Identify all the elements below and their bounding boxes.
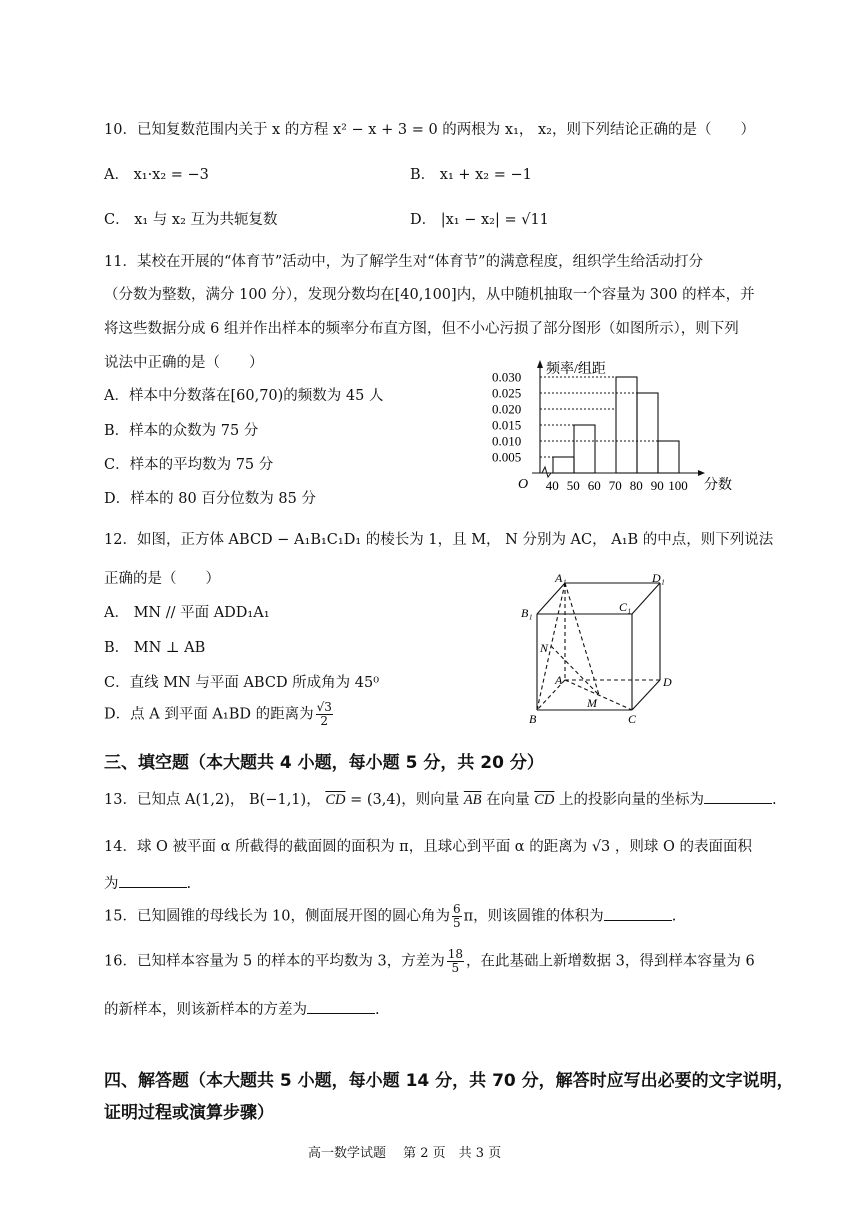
- axis-break: [542, 467, 551, 477]
- q16-line1: [104, 948, 755, 975]
- q16-frac: [447, 948, 464, 975]
- q11-stem-line2: （分数为整数，满分 100 分），发现分数均在[40,100]内，从中随机抽取一个容量为 300 的样本，并: [104, 287, 755, 303]
- q13-text-1: 13．已知点 A(1,2)， B(−1,1)，: [104, 792, 326, 808]
- section-4-title-line1: 四、解答题（本大题共 5 小题，每小题 14 分，共 70 分，解答时应写出必要的文字说明，: [104, 1071, 794, 1091]
- q13-vec-cd: $\overline{CD}$: [325, 792, 346, 808]
- q16-end: .: [375, 1002, 380, 1018]
- frac-num: 6: [453, 902, 461, 916]
- q15: [104, 903, 676, 930]
- x-tick-label: 60: [587, 478, 601, 493]
- x-tick-label: 100: [668, 478, 688, 493]
- q10-stem: 10．已知复数范围内关于 x 的方程 x² − x + 3 = 0 的两根为 x₁， x₂，则下列结论正确的是（ ）: [104, 122, 755, 138]
- frac-den: 2: [320, 714, 329, 728]
- x-tick-label: 80: [629, 478, 643, 493]
- y-axis-label: 频率/组距: [546, 362, 606, 377]
- q13-text-4: 上的投影向量的坐标为: [554, 792, 705, 808]
- x-tick-label: 50: [566, 478, 580, 493]
- q14-end: .: [186, 876, 192, 892]
- q13-vec-ab: $\overline{AB}$: [463, 792, 482, 808]
- y-axis-arrow: [537, 360, 543, 368]
- y-tick-label: 0.010: [492, 433, 522, 449]
- q13-vec-cd-2: $\overline{CD}$: [534, 792, 555, 808]
- x-axis-label: 分数: [704, 478, 732, 493]
- q12-option-d-text: D．点 A 到平面 A₁BD 的距离为: [104, 706, 314, 723]
- label-b: B: [529, 712, 537, 726]
- y-tick-label: 0.005: [492, 449, 522, 465]
- q16-answer-blank[interactable]: [307, 1001, 375, 1014]
- label-n: N: [540, 641, 549, 655]
- q13: [104, 788, 777, 809]
- label-c: C: [628, 712, 637, 726]
- y-tick-label: 0.020: [492, 401, 522, 417]
- frac-num: √3: [316, 700, 332, 714]
- q15-text-2: π，则该圆锥的体积为: [463, 908, 604, 925]
- histogram-bar: [574, 425, 595, 473]
- origin-label: O: [518, 477, 529, 492]
- label-d1: D₁: [652, 571, 665, 585]
- frac-den: 5: [451, 961, 460, 975]
- x-tick-label: 40: [545, 478, 559, 493]
- label-c1: C₁: [619, 600, 632, 614]
- q12-option-b: B． MN ⊥ AB: [104, 640, 206, 656]
- x-tick-label: 90: [650, 478, 664, 493]
- section-4-title-line2: 证明过程或演算步骤）: [104, 1103, 274, 1123]
- section-3-title: 三、填空题（本大题共 4 小题，每小题 5 分，共 20 分）: [104, 753, 544, 773]
- q13-end: .: [772, 792, 777, 808]
- q12-stem-line2: 正确的是（ ）: [104, 571, 220, 587]
- label-a1: A₁: [555, 571, 567, 585]
- q13-text-2: = (3,4)，则向量: [345, 792, 464, 808]
- q15-frac: [452, 903, 462, 930]
- q16-line2: [104, 998, 380, 1019]
- q14-text: 为: [104, 876, 119, 892]
- x-axis-arrow: [698, 470, 705, 476]
- y-tick-label: 0.025: [492, 385, 522, 401]
- q11-option-a: A．样本中分数落在[60,70)的频数为 45 人: [104, 388, 384, 404]
- frequency-histogram: [480, 356, 750, 501]
- y-tick-label: 0.030: [492, 369, 522, 385]
- q13-text-3: 在向量: [481, 792, 535, 808]
- q15-text-1: 15．已知圆锥的母线长为 10，侧面展开图的圆心角为: [104, 908, 451, 925]
- label-d: D: [663, 675, 672, 689]
- q10-option-b: B． x₁ + x₂ = −1: [410, 167, 532, 183]
- q11-stem-line3: 将这些数据分成 6 组并作出样本的频率分布直方图，但不小心污损了部分图形（如图所示），则下列: [104, 321, 739, 337]
- label-b1: B₁: [521, 606, 533, 620]
- q16-text-1: 16．已知样本容量为 5 的样本的平均数为 3，方差为: [104, 953, 445, 970]
- histogram-bar: [553, 457, 574, 473]
- q16-text-3: 的新样本，则该新样本的方差为: [104, 1002, 307, 1018]
- q12-stem-line1: 12．如图，正方体 ABCD − A₁B₁C₁D₁ 的棱长为 1，且 M， N 分别为 AC， A₁B 的中点，则下列说法: [104, 532, 774, 548]
- x-tick-label: 70: [608, 478, 622, 493]
- histogram-bar: [637, 393, 658, 473]
- frac-num: 18: [447, 947, 464, 961]
- q11-stem-line1: 11．某校在开展的“体育节”活动中，为了解学生对“体育节”的满意程度，组织学生给活动打分: [104, 254, 704, 270]
- q14-line2: [104, 872, 191, 893]
- q11-option-c: C．样本的平均数为 75 分: [104, 457, 274, 473]
- frac-den: 5: [453, 916, 461, 930]
- sqrt3-over-2: [316, 701, 333, 728]
- q11-stem-line4: 说法中正确的是（ ）: [104, 355, 264, 371]
- histogram-bar: [616, 377, 637, 473]
- q15-answer-blank[interactable]: [604, 908, 672, 921]
- q10-option-c: C． x₁ 与 x₂ 互为共轭复数: [104, 212, 278, 228]
- q13-answer-blank[interactable]: [704, 791, 772, 804]
- q12-option-c: C．直线 MN 与平面 ABCD 所成角为 45⁰: [104, 675, 380, 691]
- label-m: M: [587, 696, 597, 710]
- q16-text-2: ，在此基础上新增数据 3，得到样本容量为 6: [466, 953, 755, 970]
- histogram-bar: [658, 441, 679, 473]
- q11-option-d: D．样本的 80 百分位数为 85 分: [104, 491, 316, 507]
- q10-option-d: D． |x₁ − x₂| = √11: [410, 212, 549, 228]
- q14-line1: 14．球 O 被平面 α 所截得的截面圆的面积为 π，且球心到平面 α 的距离为 √3 ，则球 O 的表面面积: [104, 839, 753, 855]
- q15-end: .: [671, 908, 677, 925]
- y-tick-label: 0.015: [492, 417, 522, 433]
- label-a: A: [555, 673, 563, 687]
- page-footer: 高一数学试题 第 2 页 共 3 页: [308, 1146, 502, 1161]
- cube-figure: [515, 568, 685, 728]
- q12-option-a: A． MN // 平面 ADD₁A₁: [104, 605, 270, 621]
- q10-option-a: A． x₁·x₂ = −3: [104, 167, 209, 183]
- q12-option-d: [104, 701, 335, 728]
- q14-answer-blank[interactable]: [119, 875, 187, 888]
- q11-option-b: B．样本的众数为 75 分: [104, 423, 259, 439]
